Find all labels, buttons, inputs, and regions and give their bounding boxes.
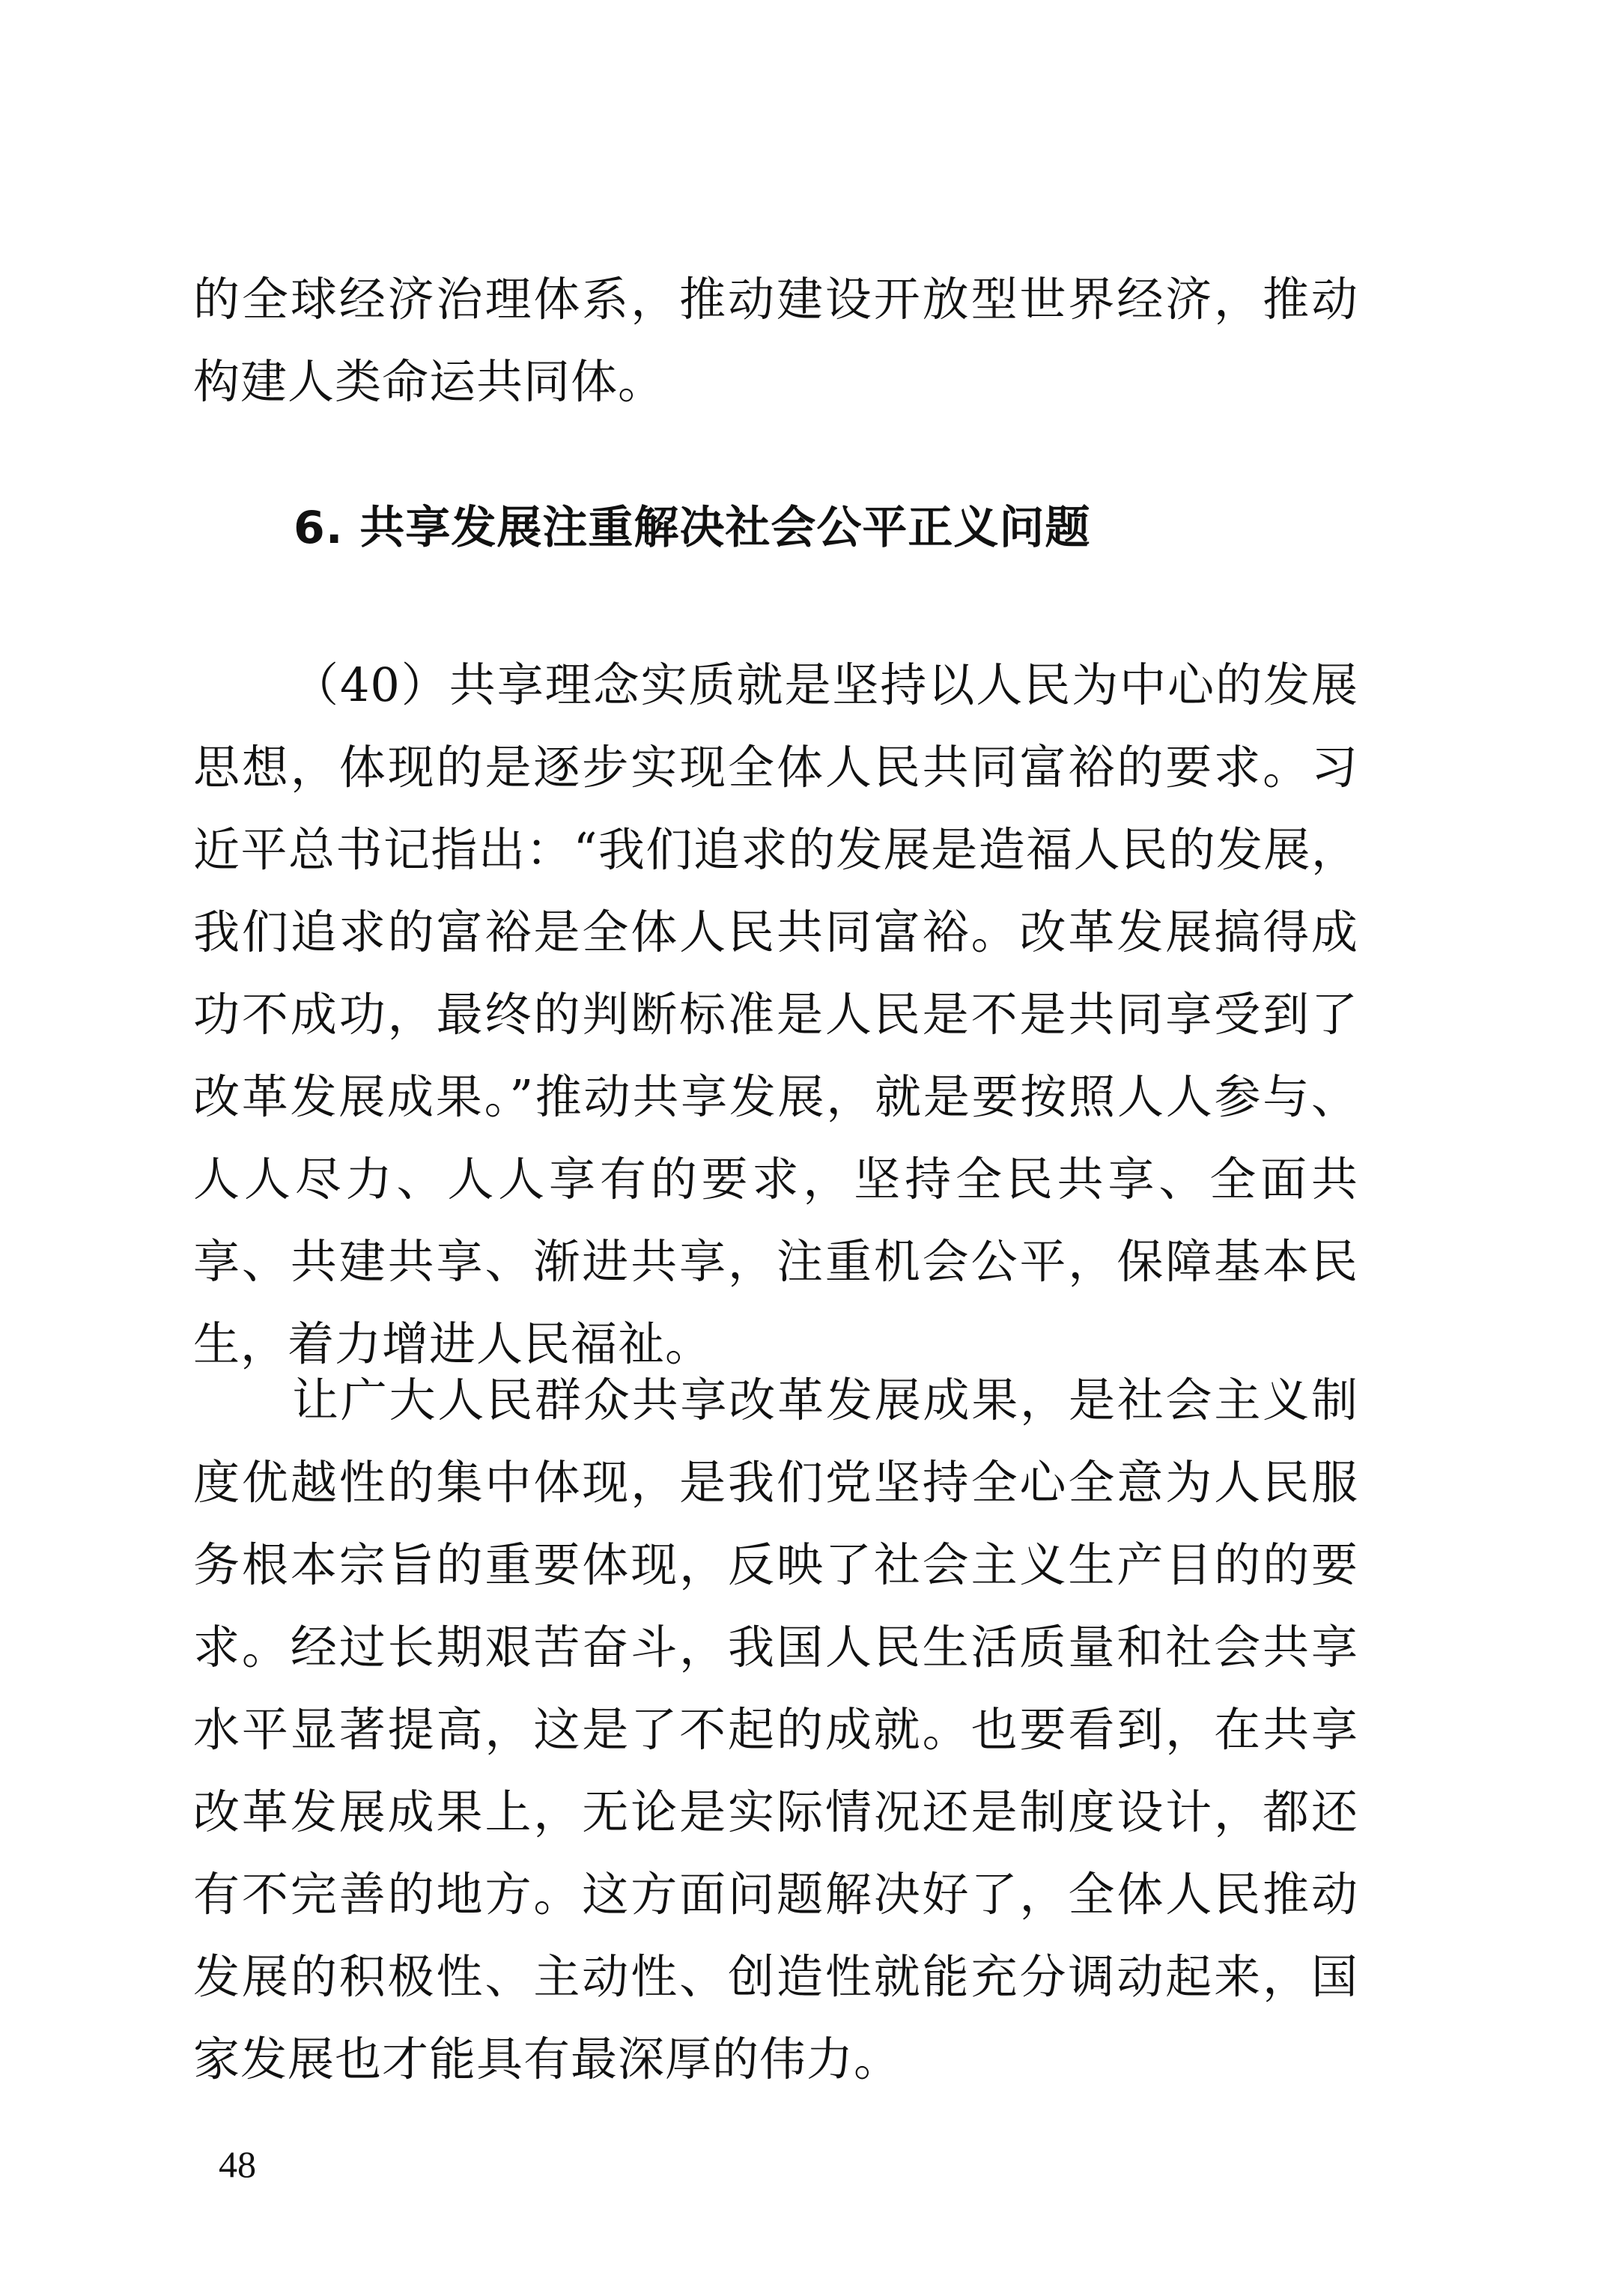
body-paragraph: （40）共享理念实质就是坚持以人民为中心的发展思想，体现的是逐步实现全体人民共同富裕的要求。习近平总书记指出：“我们追求的发展是造福人民的发展，我们追求的富裕是全体人民共同富裕。改革发展搞得成功不成功，最终的判断标准是人民是不是共同享受到了改革发展成果。”推动共享发展，就是要按照人人参与、人人尽力、人人享有的要求，坚持全民共享、全面共享、共建共享、渐进共享，注重机会公平，保障基本民生，着力增进人民福祉。 [193,657,1358,1371]
body-paragraph: 让广大人民群众共享改革发展成果，是社会主义制度优越性的集中体现，是我们党坚持全心全意为人民服务根本宗旨的重要体现，反映了社会主义生产目的的要求。经过长期艰苦奋斗，我国人民生活质量和社会共享水平显著提高，这是了不起的成就。也要看到，在共享改革发展成果上，无论是实际情况还是制度设计，都还有不完善的地方。这方面问题解决好了，全体人民推动发展的积极性、主动性、创造性就能充分调动起来，国家发展也才能具有最深厚的伟力。 [193,1373,1358,2086]
continuation-paragraph: 的全球经济治理体系，推动建设开放型世界经济，推动构建人类命运共同体。 [193,272,1358,409]
page-number: 48 [219,2143,256,2185]
section-heading: 6. 共享发展注重解决社会公平正义问题 [294,502,1091,554]
